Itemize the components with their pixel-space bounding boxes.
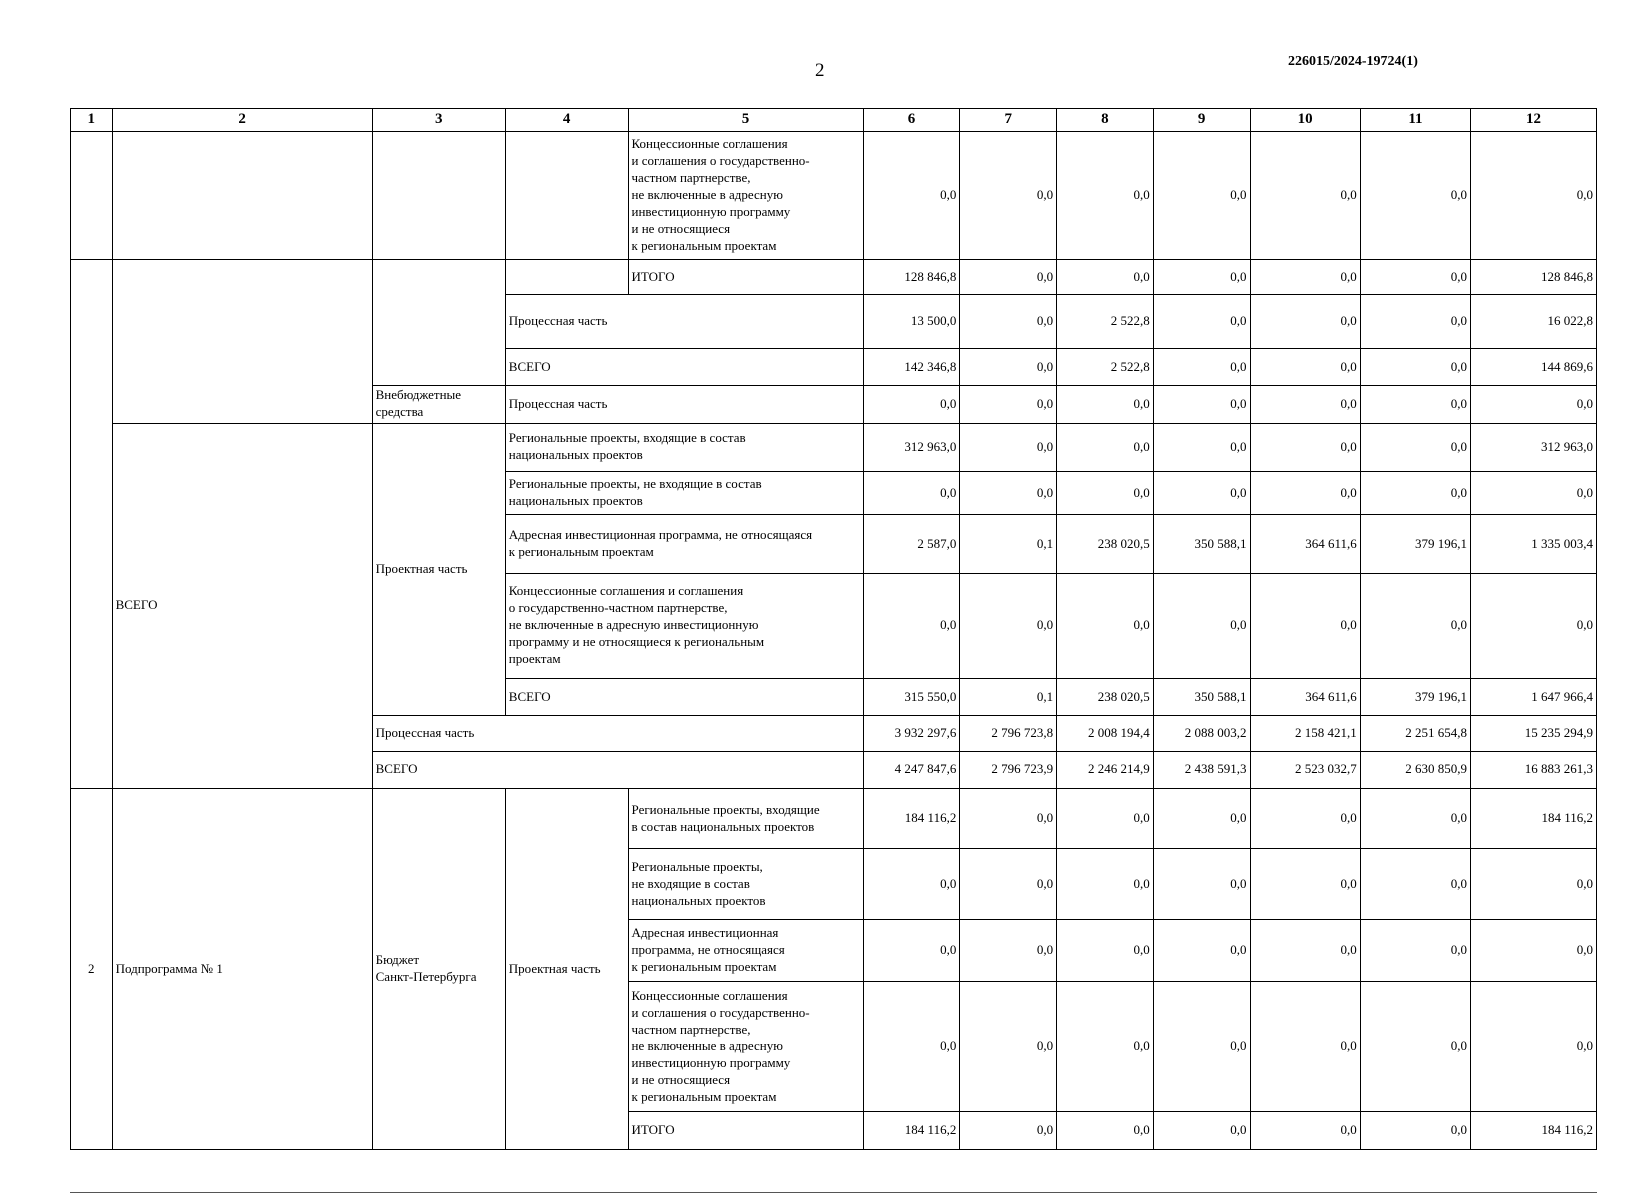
value-cell: 184 116,2 [863,788,960,848]
value-cell: 0,0 [1057,259,1154,294]
row-label: ВСЕГО [505,678,863,715]
page-number: 2 [815,60,825,81]
value-cell: 128 846,8 [1471,259,1597,294]
value-cell: 0,0 [1360,573,1470,678]
row-label: ВСЕГО [372,751,863,788]
table-row [71,259,1597,294]
budget-table [70,108,1597,1150]
value-cell: 0,0 [1057,471,1154,515]
value-cell: 0,0 [1250,573,1360,678]
column-header: 7 [960,109,1057,132]
value-cell: 0,0 [960,385,1057,423]
project-part-label: Проектная часть [372,423,505,715]
row-label: ИТОГО [628,259,863,294]
value-cell: 13 500,0 [863,295,960,349]
value-cell: 3 932 297,6 [863,716,960,751]
table-row [71,788,1597,848]
value-cell: 0,0 [1057,423,1154,471]
row-label: Процессная часть [505,385,863,423]
value-cell: 0,0 [863,982,960,1112]
value-cell: 0,0 [1057,1112,1154,1150]
column-header: 4 [505,109,628,132]
value-cell: 0,0 [1153,849,1250,920]
empty-cell [71,131,113,259]
row-label: Концессионные соглашения и соглашения о государственно- частном партнерстве, не включенные в адресную инвестиционную программу и не относящиеся к региональным проектам [628,131,863,259]
value-cell: 0,0 [1153,259,1250,294]
value-cell: 0,0 [1360,788,1470,848]
value-cell: 364 611,6 [1250,678,1360,715]
value-cell: 0,0 [1153,385,1250,423]
value-cell: 0,0 [1471,385,1597,423]
value-cell: 0,0 [1360,349,1470,385]
value-cell: 238 020,5 [1057,678,1154,715]
value-cell: 0,0 [1250,423,1360,471]
value-cell: 0,0 [960,920,1057,982]
value-cell: 2 251 654,8 [1360,716,1470,751]
value-cell: 312 963,0 [1471,423,1597,471]
page-bottom-rule [70,1192,1597,1193]
column-header: 9 [1153,109,1250,132]
value-cell: 364 611,6 [1250,515,1360,573]
value-cell: 0,0 [960,982,1057,1112]
value-cell: 0,0 [1057,982,1154,1112]
value-cell: 2 088 003,2 [1153,716,1250,751]
value-cell: 0,0 [863,849,960,920]
column-header: 5 [628,109,863,132]
value-cell: 379 196,1 [1360,678,1470,715]
value-cell: 0,0 [960,259,1057,294]
value-cell: 0,1 [960,678,1057,715]
value-cell: 0,0 [1471,982,1597,1112]
vsego-label: ВСЕГО [112,423,372,788]
value-cell: 4 247 847,6 [863,751,960,788]
value-cell: 2 522,8 [1057,349,1154,385]
column-header: 6 [863,109,960,132]
row-label: Процессная часть [505,295,863,349]
value-cell: 1 647 966,4 [1471,678,1597,715]
value-cell: 0,0 [1057,920,1154,982]
value-cell: 0,0 [1471,131,1597,259]
value-cell: 0,1 [960,515,1057,573]
value-cell: 315 550,0 [863,678,960,715]
value-cell: 184 116,2 [863,1112,960,1150]
funding-source-label: Бюджет Санкт-Петербурга [372,788,505,1149]
value-cell: 2 158 421,1 [1250,716,1360,751]
value-cell: 0,0 [1250,131,1360,259]
value-cell: 15 235 294,9 [1471,716,1597,751]
value-cell: 2 246 214,9 [1057,751,1154,788]
column-header: 11 [1360,109,1470,132]
column-header: 1 [71,109,113,132]
value-cell: 0,0 [1153,471,1250,515]
value-cell: 0,0 [1471,920,1597,982]
value-cell: 0,0 [863,385,960,423]
value-cell: 0,0 [1360,295,1470,349]
column-header: 12 [1471,109,1597,132]
value-cell: 0,0 [863,471,960,515]
value-cell: 0,0 [1360,849,1470,920]
value-cell: 0,0 [1360,920,1470,982]
value-cell: 0,0 [1250,982,1360,1112]
value-cell: 0,0 [960,471,1057,515]
row-label: Региональные проекты, входящие в состав национальных проектов [505,423,863,471]
column-header: 10 [1250,109,1360,132]
value-cell: 0,0 [960,295,1057,349]
value-cell: 2 796 723,8 [960,716,1057,751]
value-cell: 0,0 [1471,573,1597,678]
value-cell: 2 008 194,4 [1057,716,1154,751]
row-label: Концессионные соглашения и соглашения о государственно- частном партнерстве, не включенные в адресную инвестиционную программу и не относящиеся к региональным проектам [628,982,863,1112]
value-cell: 0,0 [863,573,960,678]
value-cell: 0,0 [1250,788,1360,848]
value-cell: 0,0 [960,788,1057,848]
value-cell: 2 522,8 [1057,295,1154,349]
empty-cell [372,131,505,259]
project-part-label: Проектная часть [505,788,628,1149]
column-header-row [71,109,1597,132]
row-label: Процессная часть [372,716,863,751]
empty-cell [112,259,372,423]
value-cell: 2 796 723,9 [960,751,1057,788]
empty-cell [112,131,372,259]
value-cell: 0,0 [1471,471,1597,515]
value-cell: 0,0 [863,920,960,982]
row-label: Адресная инвестиционная программа, не относящаяся к региональным проектам [505,515,863,573]
value-cell: 142 346,8 [863,349,960,385]
value-cell: 0,0 [1250,385,1360,423]
row-label: ВСЕГО [505,349,863,385]
row-label: Региональные проекты, не входящие в состав национальных проектов [505,471,863,515]
value-cell: 0,0 [1360,982,1470,1112]
value-cell: 16 022,8 [1471,295,1597,349]
value-cell: 0,0 [1360,385,1470,423]
value-cell: 0,0 [1360,471,1470,515]
column-header: 2 [112,109,372,132]
value-cell: 0,0 [1153,982,1250,1112]
column-header: 3 [372,109,505,132]
value-cell: 0,0 [1471,849,1597,920]
value-cell: 0,0 [1360,259,1470,294]
empty-cell [505,259,628,294]
value-cell: 0,0 [1153,920,1250,982]
value-cell: 0,0 [1250,849,1360,920]
value-cell: 2 587,0 [863,515,960,573]
value-cell: 350 588,1 [1153,515,1250,573]
value-cell: 0,0 [1153,423,1250,471]
empty-cell [71,259,113,788]
document-id: 226015/2024-19724(1) [1288,54,1418,69]
row-label: ИТОГО [628,1112,863,1150]
value-cell: 0,0 [960,423,1057,471]
value-cell: 0,0 [1250,471,1360,515]
value-cell: 2 523 032,7 [1250,751,1360,788]
value-cell: 184 116,2 [1471,788,1597,848]
row-label: Концессионные соглашения и соглашения о государственно-частном партнерстве, не включенные в адресную инвестиционную программу и не относящиеся к региональным проектам [505,573,863,678]
value-cell: 0,0 [1057,788,1154,848]
value-cell: 0,0 [1057,573,1154,678]
value-cell: 16 883 261,3 [1471,751,1597,788]
value-cell: 0,0 [1153,349,1250,385]
value-cell: 0,0 [1250,349,1360,385]
value-cell: 0,0 [1153,295,1250,349]
value-cell: 1 335 003,4 [1471,515,1597,573]
row-label: Региональные проекты, входящие в состав национальных проектов [628,788,863,848]
value-cell: 0,0 [1153,788,1250,848]
column-header: 8 [1057,109,1154,132]
value-cell: 0,0 [1057,131,1154,259]
value-cell: 0,0 [1153,131,1250,259]
value-cell: 0,0 [1250,295,1360,349]
value-cell: 0,0 [960,1112,1057,1150]
funding-source-label: Внебюджетные средства [372,385,505,423]
row-index: 2 [71,788,113,1149]
value-cell: 0,0 [1057,849,1154,920]
value-cell: 350 588,1 [1153,678,1250,715]
value-cell: 0,0 [1360,131,1470,259]
value-cell: 144 869,6 [1471,349,1597,385]
value-cell: 0,0 [1360,1112,1470,1150]
value-cell: 0,0 [1250,920,1360,982]
value-cell: 0,0 [863,131,960,259]
value-cell: 2 630 850,9 [1360,751,1470,788]
value-cell: 0,0 [960,131,1057,259]
value-cell: 0,0 [1360,423,1470,471]
value-cell: 0,0 [1057,385,1154,423]
value-cell: 0,0 [1250,1112,1360,1150]
value-cell: 312 963,0 [863,423,960,471]
empty-cell [505,131,628,259]
value-cell: 0,0 [1153,1112,1250,1150]
subprogram-label: Подпрограмма № 1 [112,788,372,1149]
empty-cell [372,259,505,385]
row-label: Региональные проекты, не входящие в состав национальных проектов [628,849,863,920]
value-cell: 0,0 [960,573,1057,678]
value-cell: 238 020,5 [1057,515,1154,573]
value-cell: 0,0 [1250,259,1360,294]
value-cell: 379 196,1 [1360,515,1470,573]
value-cell: 0,0 [960,349,1057,385]
row-label: Адресная инвестиционная программа, не относящаяся к региональным проектам [628,920,863,982]
value-cell: 184 116,2 [1471,1112,1597,1150]
value-cell: 128 846,8 [863,259,960,294]
value-cell: 0,0 [1153,573,1250,678]
value-cell: 2 438 591,3 [1153,751,1250,788]
table-row [71,131,1597,259]
table-row [71,423,1597,471]
value-cell: 0,0 [960,849,1057,920]
